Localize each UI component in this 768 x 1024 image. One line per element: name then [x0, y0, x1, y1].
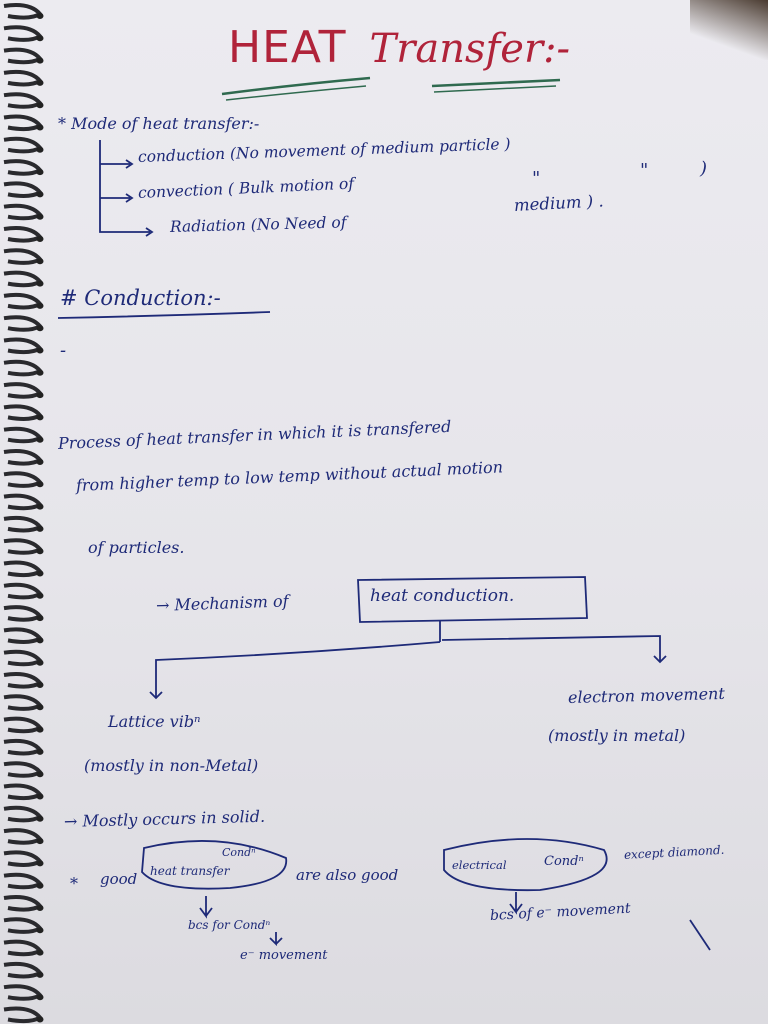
definition-line-3: of particles. — [88, 538, 185, 557]
modes-heading: * Mode of heat transfer:- — [58, 114, 260, 133]
good-word: good — [100, 870, 138, 888]
title-transfer: Transfer:- — [369, 26, 571, 72]
mode-convection: convection ( Bulk motion of — [137, 174, 355, 202]
ditto-2: " — [640, 160, 649, 181]
mode-radiation: Radiation (No Need of — [169, 213, 347, 236]
stray-dash: - — [60, 340, 67, 361]
mechanism-label: → Mechanism of — [155, 591, 289, 615]
medium-text: medium ) . — [513, 191, 605, 215]
lattice-subtitle: (mostly in non-Metal) — [84, 756, 259, 775]
electrical-circled: electrical — [452, 858, 507, 872]
electron-subtitle: (mostly in metal) — [548, 726, 686, 745]
electron-movement: electron movement — [567, 683, 726, 707]
mode-conduction: conduction (No movement of medium particle ) — [137, 134, 511, 166]
bcs-for-cond: bcs for Condⁿ — [188, 918, 271, 932]
star-marker: * — [70, 874, 78, 893]
mechanism-box-text: heat conduction. — [370, 586, 515, 606]
e-movement: e⁻ movement — [240, 948, 328, 963]
bcs-of-e-movement: bcs of e⁻ movement — [489, 900, 631, 924]
cond-superscript-1: Condⁿ — [222, 846, 256, 859]
lattice-vibration: Lattice vibⁿ — [108, 712, 201, 731]
definition-line-2: from higher temp to low temp without actual motion — [75, 457, 504, 495]
conduction-heading: # Conduction:- — [60, 286, 221, 310]
ditto-1: " — [532, 168, 541, 189]
definition-line-1: Process of heat transfer in which it is transfered — [57, 416, 452, 453]
heat-transfer-circled: heat transfer — [150, 864, 230, 878]
are-also-good: are also good — [296, 866, 399, 884]
except-diamond: except diamond. — [623, 842, 725, 862]
solid-note: → Mostly occurs in solid. — [63, 806, 266, 831]
close-paren: ) — [700, 158, 708, 179]
title-heat: HEAT — [228, 22, 347, 73]
cond-circled: Condⁿ — [544, 854, 584, 869]
